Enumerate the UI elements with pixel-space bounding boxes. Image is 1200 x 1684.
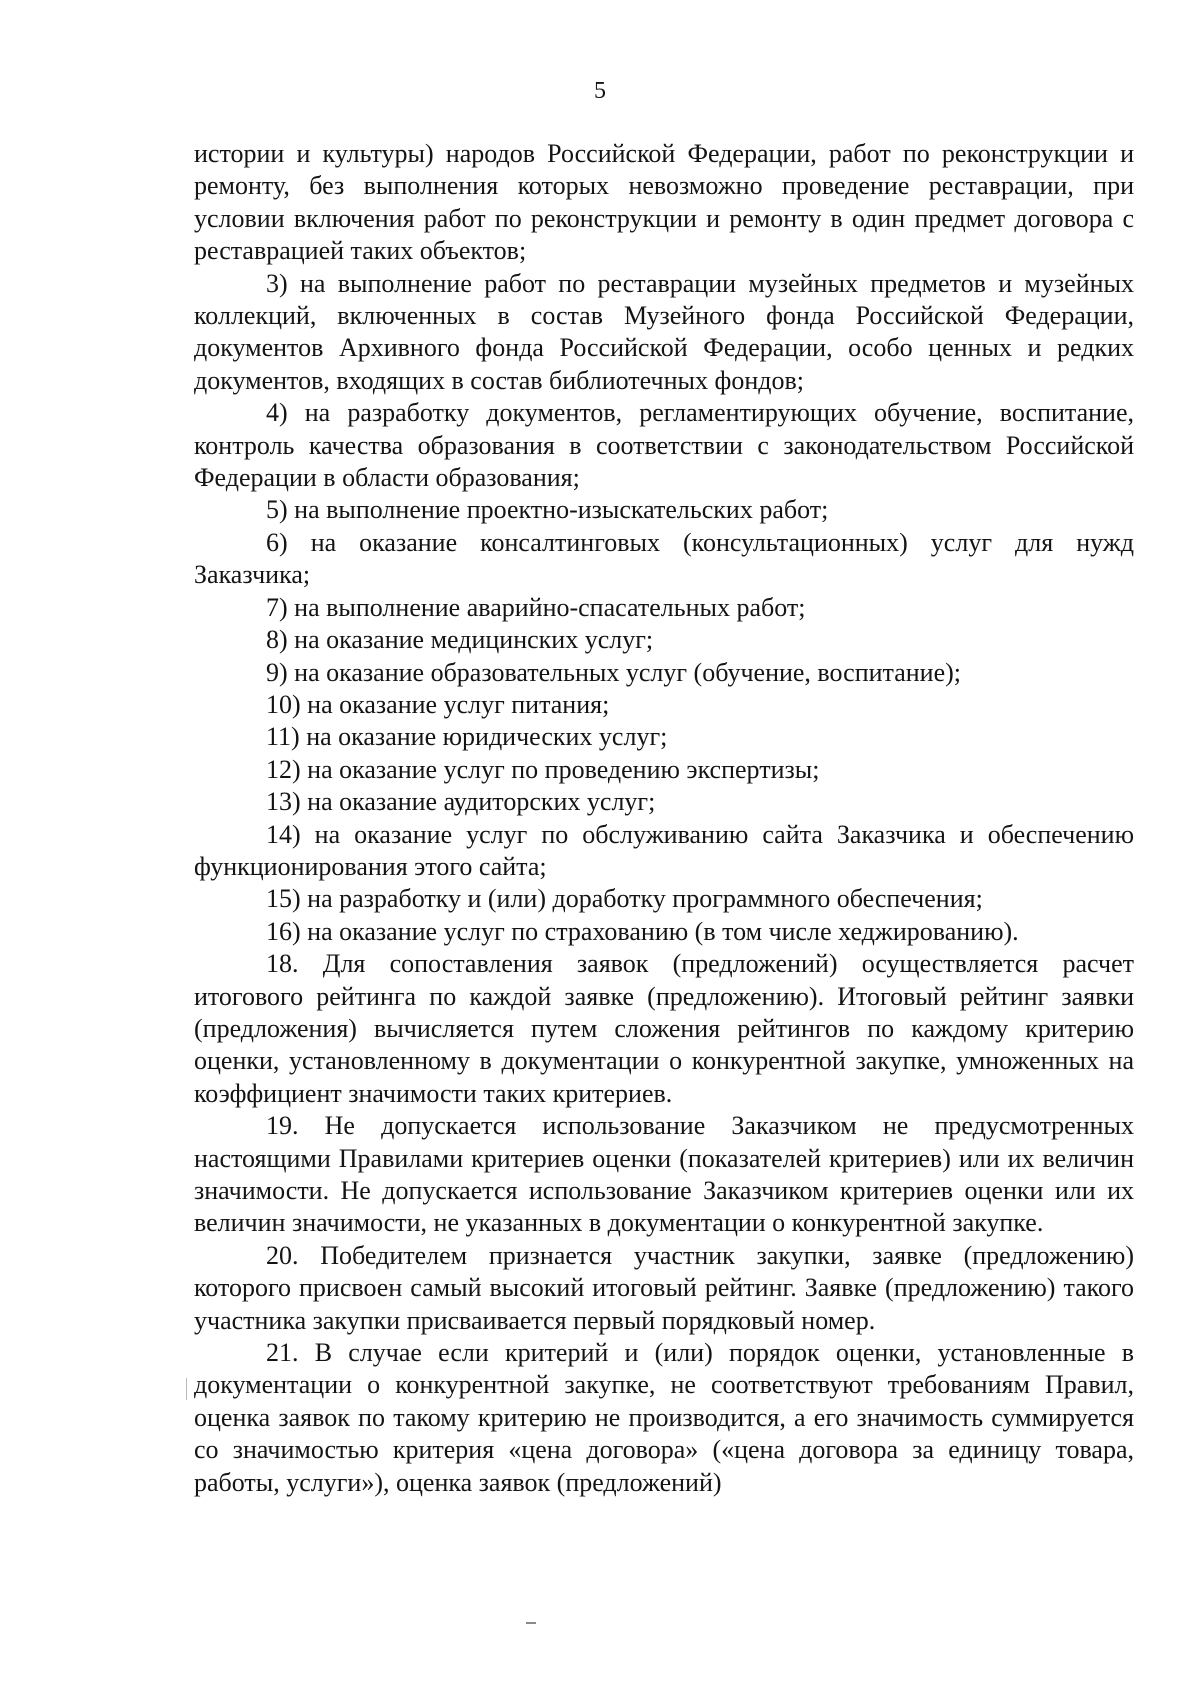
list-item-12: 12) на оказание услуг по проведению экспертизы; [266,754,820,784]
list-item-15: 15) на разработку и (или) доработку программного обеспечения; [266,884,983,914]
document-text [194,138,1134,1499]
scan-margin-mark [186,1378,187,1400]
list-item-5: 5) на выполнение проектно-изыскательских работ; [266,495,829,525]
scan-bottom-dash [526,1622,536,1624]
list-item-14: 14) на оказание услуг по обслуживанию сайта Заказчика и обеспечению функционирования этого сайта; [194,819,1134,881]
list-item-11: 11) на оказание юридических услуг; [266,722,668,752]
list-item-6: 6) на оказание консалтинговых (консультационных) услуг для нужд Заказчика; [194,527,1134,590]
section-20: 20. Победителем признается участник закупки, заявке (предложению) которого присвоен самый высокий итоговый рейтинг. Заявке (предложению) такого участника закупки присваивается первый порядковый номер. [194,1240,1134,1335]
section-21: 21. В случае если критерий и (или) порядок оценки, установленные в документации о конкурентной закупке, не соответствуют требованиям Правил, оценка заявок по такому критерию не производится, а его значимость суммируется со значимостью критерия «цена договора» («цена договора за единицу товара, работы, услуги»), оценка заявок (предложений) [194,1338,1134,1497]
section-18: 18. Для сопоставления заявок (предложений) осуществляется расчет итогового рейтинга по каждой заявке (предложению). Итоговый рейтинг заявки (предложения) вычисляется путем сложения рейтингов по каждому критерию оценки, установленному в документации о конкурентной закупке, умноженных на коэффициент значимости таких критериев. [194,949,1134,1108]
list-item-8: 8) на оказание медицинских услуг; [266,625,654,655]
section-19: 19. Не допускается использование Заказчиком не предусмотренных настоящими Правилами критериев оценки (показателей критериев) или их величин значимости. Не допускается использование Заказчиком критериев оценки или их величин значимости, не указанных в документации о конкурентной закупке. [194,1111,1134,1238]
page-number: 5 [594,78,606,104]
list-item-10: 10) на оказание услуг питания; [266,689,610,719]
list-item-16: 16) на оказание услуг по страхованию (в том числе хеджированию). [266,916,1019,946]
list-item-3: 3) на выполнение работ по реставрации музейных предметов и музейных коллекций, включенных в состав Музейного фонда Российской Федерации, документов Архивного фонда Российской Федерации, особо ценных и редких документов, входящих в состав библиотечных фондов; [194,268,1134,395]
paragraph-continuation: истории и культуры) народов Российской Федерации, работ по реконструкции и ремонту, без выполнения которых невозможно проведение реставрации, при условии включения работ по реконструкции и ремонту в один предмет договора с реставрацией таких объектов; [194,139,1134,266]
list-item-9: 9) на оказание образовательных услуг (обучение, воспитание); [266,657,962,687]
list-item-13: 13) на оказание аудиторских услуг; [266,787,656,817]
list-item-7: 7) на выполнение аварийно-спасательных работ; [266,592,806,622]
list-item-4: 4) на разработку документов, регламентирующих обучение, воспитание, контроль качества образования в соответствии с законодательством Российской Федерации в области образования; [194,398,1134,493]
